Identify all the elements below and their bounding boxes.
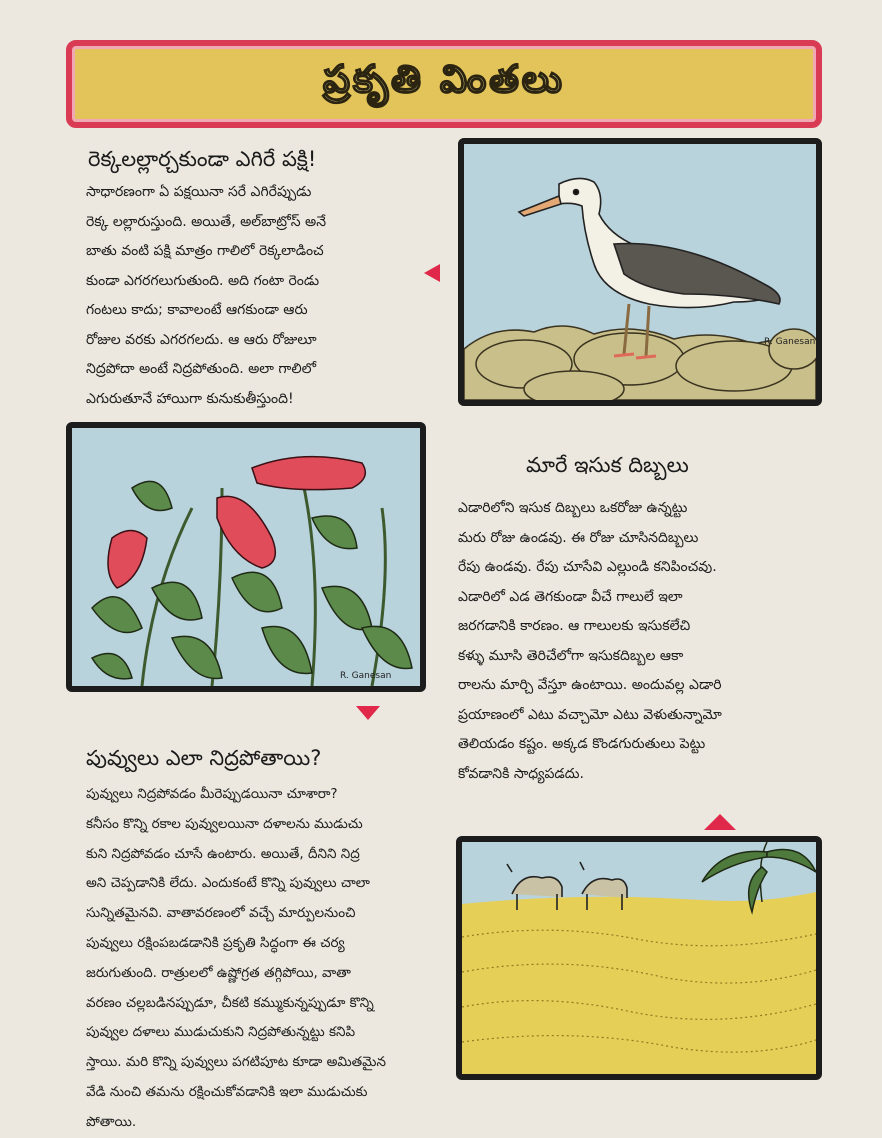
paragraph-line: జరగడానికి కారణం. ఆ గాలులకు ఇసుకలేచి	[458, 618, 691, 634]
title-banner	[66, 40, 822, 128]
paragraph-line: కనీసం కొన్ని రకాల పువ్వులయినా దళాలను ముడుచు	[86, 815, 363, 832]
paragraph-line: ప్రయాణంలో ఎటు వచ్చామో ఎటు వెళుతున్నామో	[458, 706, 722, 723]
paragraph-line: పోతాయి.	[86, 1113, 137, 1130]
desert-illustration	[456, 836, 822, 1080]
paragraph-line: పువ్వులు రక్షింపబడడానికి ప్రకృతి సిద్ధంగా ఈ చర్య	[86, 934, 345, 951]
paragraph-line: పువ్వులు నిద్రపోవడం మీరెప్పుడయినా చూశారా?	[86, 786, 338, 802]
paragraph-line: తెలియడం కష్టం. అక్కడ కొండగురుతులు పెట్టు	[458, 736, 706, 752]
pointer-up-icon	[704, 814, 736, 830]
desert-drawing	[462, 842, 816, 1074]
bird-article-heading: రెక్కలల్లార్చకుండా ఎగిరే పక్షి!	[88, 147, 317, 171]
paragraph-line: రెక్క లల్లారుస్తుంది. అయితే, అల్‌బాట్రోస్ అనే	[86, 213, 327, 230]
paragraph-line: రోజుల వరకు ఎగరగలదు. ఆ ఆరు రోజులూ	[86, 331, 317, 348]
paragraph-line: రేపు ఉండవు. రేపు చూసేవి ఎల్లుండి కనిపించవు.	[458, 559, 717, 575]
paragraph-line: జరుగుతుంది. రాత్రులలో ఉష్ణోగ్రత తగ్గిపోయి, వాతా	[86, 964, 351, 981]
dunes-article-heading: మారే ఇసుక దిబ్బలు	[526, 453, 689, 477]
pointer-down-icon	[356, 706, 380, 720]
paragraph-line: కోవడానికి సాధ్యపడదు.	[458, 765, 584, 782]
paragraph-line: నిద్రపోదా అంటే నిద్రపోతుంది. అలా గాలిలో	[86, 361, 316, 377]
flowers-article-heading: పువ్వులు ఎలా నిద్రపోతాయి?	[86, 746, 322, 770]
albatross-illustration	[458, 138, 822, 406]
paragraph-line: సాధారణంగా ఏ పక్షయినా సరే ఎగిరేప్పుడు	[86, 184, 312, 200]
paragraph-line: ఎగురుతూనే హాయిగా కునుకుతీస్తుంది!	[86, 390, 294, 407]
paragraph-line: మరు రోజు ఉండవు. ఈ రోజు చూసినదిబ్బలు	[458, 529, 699, 546]
paragraph-line: కళ్ళు మూసి తెరిచేలోగా ఇసుకదిబ్బల ఆకా	[458, 647, 684, 664]
paragraph-line: సున్నితమైనవి. వాతావరణంలో వచ్చే మార్పులనుంచి	[86, 905, 356, 922]
pointer-left-icon	[424, 264, 440, 282]
paragraph-line: వేడి నుంచి తమను రక్షించుకోవడానికి ఇలా ముడుచుకు	[86, 1083, 368, 1100]
artist-signature: R. Ganesan	[764, 337, 816, 347]
flower-drawing	[72, 428, 420, 686]
artist-signature: R. Ganesan	[340, 671, 392, 681]
flower-illustration	[66, 422, 426, 692]
albatross-drawing	[464, 144, 816, 400]
paragraph-line: గంటలు కాదు; కావాలంటే ఆగకుండా ఆరు	[86, 302, 308, 318]
paragraph-line: పువ్వుల దళాలు ముడుచుకుని నిద్రపోతున్నట్టు కనిపి	[86, 1024, 356, 1041]
dunes-article-body	[458, 494, 824, 789]
paragraph-line: ఎడారిలోని ఇసుక దిబ్బలు ఒకరోజు ఉన్నట్టు	[458, 500, 688, 516]
paragraph-line: బాతు వంటి పక్షి మాత్రం గాలిలో రెక్కలాడించ	[86, 243, 324, 259]
page-title: ప్రకృతి వింతలు	[323, 57, 565, 101]
paragraph-line: వరణం చల్లబడినప్పుడూ, చీకటి కమ్ముకున్నప్పుడూ కొన్ని	[86, 994, 374, 1011]
bird-article-body	[86, 178, 438, 414]
flowers-article-body	[86, 780, 458, 1138]
paragraph-line: ఎడారిలో ఎడ తెగకుండా వీచే గాలులే ఇలా	[458, 588, 683, 605]
paragraph-line: కుని నిద్రపోవడం చూసే ఉంటారు. అయితే, దీనిని నిద్ర	[86, 845, 360, 862]
paragraph-line: కుండా ఎగరగలుగుతుంది. అది గంటా రెండు	[86, 272, 320, 289]
paragraph-line: అని చెప్పడానికి లేదు. ఎందుకంటే కొన్ని పువ్వులు చాలా	[86, 875, 370, 892]
paragraph-line: రాలను మార్చి వేస్తూ ఉంటాయి. అందువల్ల ఎడారి	[458, 677, 722, 693]
paragraph-line: స్తాయి. మరి కొన్ని పువ్వులు పగటిపూట కూడా అమితమైన	[86, 1054, 386, 1071]
